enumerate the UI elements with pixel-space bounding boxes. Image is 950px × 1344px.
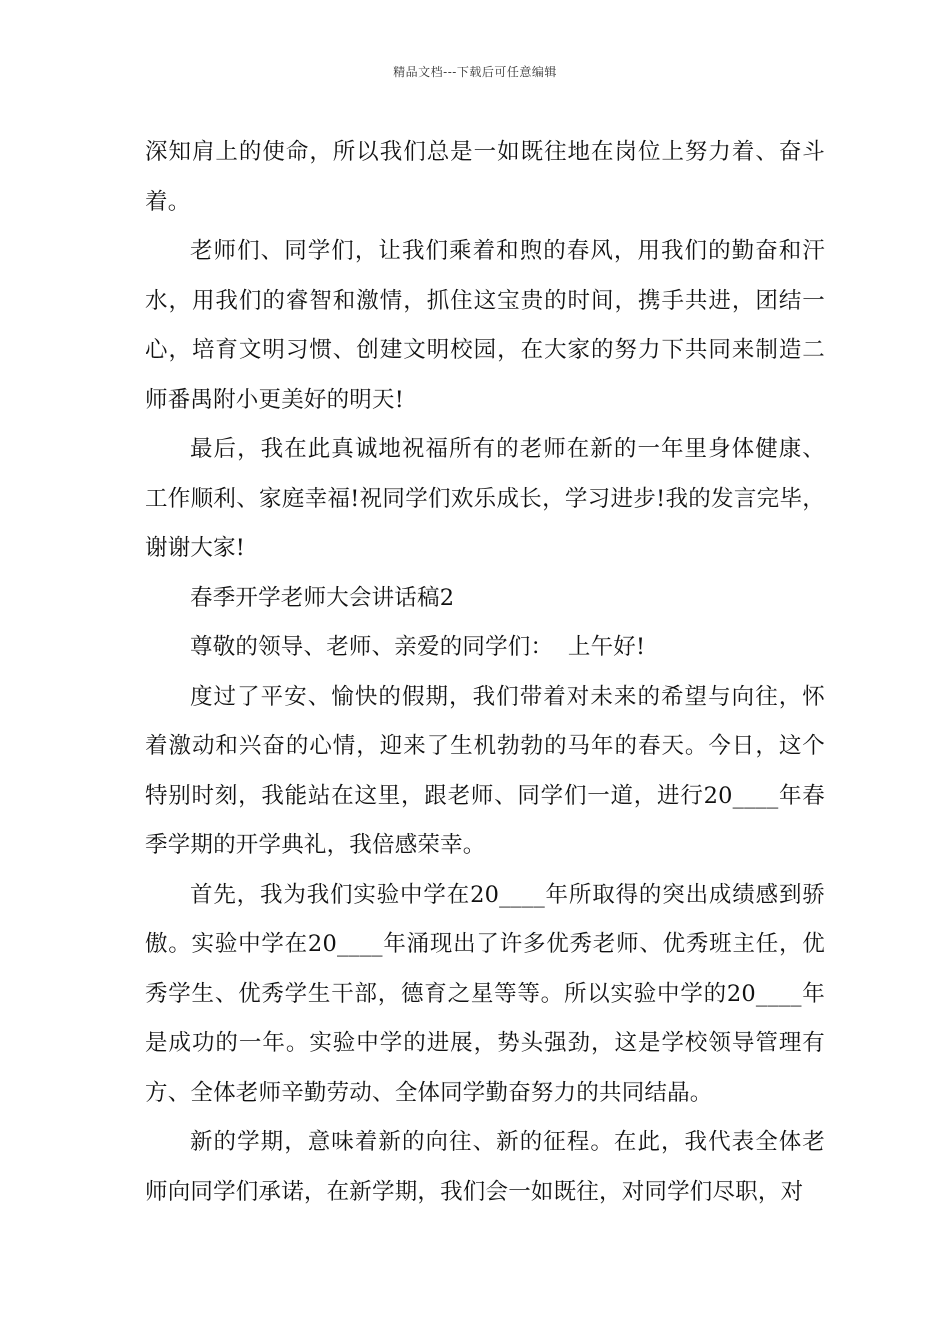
document-body: [145, 128, 825, 1217]
paragraph-achievements: 首先，我为我们实验中学在20____年所取得的突出成绩感到骄傲。实验中学在20____年涌现出了许多优秀老师、优秀班主任，优秀学生、优秀学生干部，德育之星等等。所以实验中学的20____年是成功的一年。实验中学的进展，势头强劲，这是学校领导管理有方、全体老师辛勤劳动、全体同学勤奋努力的共同结晶。: [145, 881, 825, 1106]
paragraph-opening: 度过了平安、愉快的假期，我们带着对未来的希望与向往，怀着激动和兴奋的心情，迎来了生机勃勃的马年的春天。今日，这个特别时刻，我能站在这里，跟老师、同学们一道，进行20____年春季学期的开学典礼，我倍感荣幸。: [145, 683, 825, 858]
paragraph-closing-wishes: 最后，我在此真诚地祝福所有的老师在新的一年里身体健康、工作顺利、家庭幸福!祝同学们欢乐成长，学习进步!我的发言完毕，谢谢大家!: [145, 436, 825, 561]
salutation: 尊敬的领导、老师、亲爱的同学们： 上午好!: [190, 634, 646, 660]
page-header: 精品文档---下载后可任意编辑: [393, 65, 557, 79]
paragraph-call-to-action: 老师们、同学们，让我们乘着和煦的春风，用我们的勤奋和汗水，用我们的睿智和激情，抓住这宝贵的时间，携手共进，团结一心，培育文明习惯、创建文明校园，在大家的努力下共同来制造二师番禺附小更美好的明天!: [145, 238, 825, 413]
section-title: 春季开学老师大会讲话稿2: [190, 584, 455, 611]
paragraph-new-semester: 新的学期，意味着新的向往、新的征程。在此，我代表全体老师向同学们承诺，在新学期，我们会一如既往，对同学们尽职，对: [145, 1129, 825, 1205]
paragraph-continuation: 深知肩上的使命，所以我们总是一如既往地在岗位上努力着、奋斗着。: [145, 139, 825, 215]
